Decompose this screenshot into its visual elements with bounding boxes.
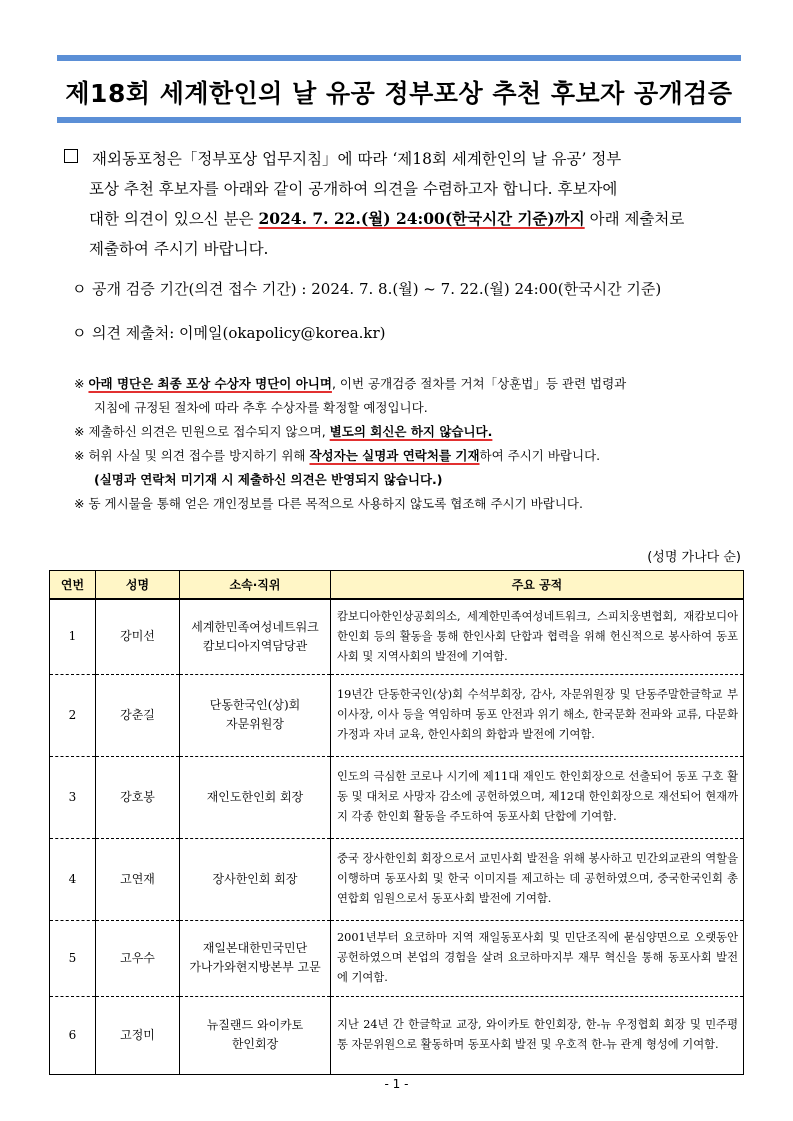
- page-title: 제18회 세계한인의 날 유공 정부포상 추천 후보자 공개검증: [65, 79, 733, 108]
- top-rule: [57, 55, 741, 61]
- table-row: [50, 920, 744, 996]
- table-row: [50, 599, 744, 674]
- row-affiliation: [180, 838, 331, 920]
- row-name: 강호봉: [96, 756, 180, 838]
- note-mark: ※: [74, 376, 85, 391]
- row-name: 고정미: [96, 996, 180, 1074]
- row-merit: 인도의 극심한 코로나 시기에 제11대 재인도 한인회장으로 선출되어 동포 구호 활동 및 대처로 사망자 감소에 공헌하였으며, 제12대 한인회장으로 재선되어 현재까지 각종 한인회 활동을 주도하여 동포사회 단합에 기여함.: [331, 756, 744, 838]
- intro-paragraph: [64, 144, 744, 264]
- row-no: 2: [50, 674, 96, 756]
- row-name: 강춘길: [96, 674, 180, 756]
- candidate-table: [49, 570, 744, 1075]
- table-row: [50, 996, 744, 1074]
- row-merit: 2001년부터 요코하마 지역 재일동포사회 및 민단조직에 묻심양면으로 오랫동안 공헌하였으며 본업의 경험을 살려 요코하마지부 재무 혁신을 통해 동포사회 발전에 기여함.: [331, 920, 744, 996]
- row-no: 6: [50, 996, 96, 1074]
- note-2-text: 제출하신 의견은 민원으로 접수되지 않으며,: [88, 424, 330, 439]
- submit-text: 의견 제출처: 이메일(okapolicy@korea.kr): [92, 324, 386, 342]
- affiliation-line: 장사한인회 회장: [212, 871, 298, 886]
- row-merit: 중국 장사한인회 회장으로서 교민사회 발전을 위해 봉사하고 민간외교관의 역할을 이행하며 동포사회 및 한국 이미지를 제고하는 데 공헌하였으며, 중국한국인회 총연합회 임원으로서 동포사회 발전에 기여함.: [331, 838, 744, 920]
- table-header-row: [50, 571, 744, 600]
- affiliation-line: 캄보디아지역담당관: [202, 638, 308, 653]
- note-3-cont: (실명과 연락처 미기재 시 제출하신 의견은 반영되지 않습니다.): [94, 472, 443, 487]
- note-mark: ※: [74, 424, 85, 439]
- affiliation-line: 세계한민족여성네트워크: [191, 619, 319, 634]
- note-1-emphasis: 아래 명단은 최종 포상 수상자 명단이 아니며: [88, 376, 332, 391]
- header-no: 연번: [50, 571, 96, 600]
- intro-line-4: 제출하여 주시기 바랍니다.: [89, 240, 269, 258]
- row-merit: 지난 24년 간 한글학교 교장, 와이카토 한인회장, 한-뉴 우정협회 회장 및 민주평통 자문위원으로 활동하며 동포사회 발전 및 우호적 한-뉴 관계 형성에 기여함.: [331, 996, 744, 1074]
- row-no: 5: [50, 920, 96, 996]
- bullet-marker: ㅇ: [72, 280, 87, 298]
- row-affiliation: [180, 996, 331, 1074]
- title-rule: [57, 117, 741, 123]
- period-text: 공개 검증 기간(의견 접수 기간) : 2024. 7. 8.(월) ~ 7. 22.(월) 24:00(한국시간 기준): [92, 280, 662, 298]
- notes: [74, 372, 746, 516]
- affiliation-line: 가나가와현지방본부 고문: [189, 960, 321, 974]
- intro-line-2: 포상 추천 후보자를 아래와 같이 공개하여 의견을 수렴하고자 합니다. 후보자에: [89, 180, 618, 198]
- note-2-emphasis: 별도의 회신은 하지 않습니다.: [329, 424, 493, 439]
- note-mark: ※: [74, 496, 85, 511]
- row-no: 4: [50, 838, 96, 920]
- affiliation-line: 자문위원장: [226, 717, 284, 731]
- header-name: 성명: [96, 571, 180, 600]
- row-no: 3: [50, 756, 96, 838]
- intro-line-1: 재외동포청은「정부포상 업무지침」에 따라 ‘제18회 세계한인의 날 유공’ 정부: [92, 150, 622, 168]
- row-merit: 캄보디아한인상공회의소, 세계한민족여성네트워크, 스피치웅변협회, 재캄보디아한인회 등의 활동을 통해 한인사회 단합과 협력을 위해 헌신적으로 봉사하여 동포사회 및 지역사회의 발전에 기여함.: [331, 599, 744, 674]
- header-affiliation: 소속·직위: [180, 571, 331, 600]
- table-row: [50, 674, 744, 756]
- row-name: 고우수: [96, 920, 180, 996]
- note-mark: ※: [74, 448, 85, 463]
- row-merit: 19년간 단동한국인(상)회 수석부회장, 감사, 자문위원장 및 단동주말한글학교 부이사장, 이사 등을 역임하며 동포 안전과 위기 해소, 한국문화 전파와 교류, 다문화가정과 자녀 교육, 한인사회의 화합과 발전에 기여함.: [331, 674, 744, 756]
- row-affiliation: [180, 674, 331, 756]
- sort-order-note: (성명 가나다 순): [647, 550, 741, 565]
- affiliation-line: 재일본대한민국민단: [202, 941, 308, 955]
- note-3-tail: 하여 주시기 바랍니다.: [479, 448, 601, 463]
- deadline-text: 2024. 7. 22.(월) 24:00(한국시간 기준)까지: [258, 209, 585, 228]
- row-affiliation: [180, 920, 331, 996]
- affiliation-line: 단동한국인(상)회: [209, 698, 301, 712]
- note-3-text: 허위 사실 및 의견 접수를 방지하기 위해: [88, 448, 310, 463]
- period-item: [72, 278, 661, 299]
- intro-line-3a: 대한 의견이 있으신 분은: [89, 210, 259, 228]
- affiliation-line: 재인도한인회 회장: [206, 789, 304, 804]
- bullet-marker: ㅇ: [72, 324, 87, 342]
- row-affiliation: [180, 599, 331, 674]
- checkbox-icon: [64, 149, 78, 163]
- header-merit: 주요 공적: [331, 571, 744, 600]
- note-4-text: 동 게시물을 통해 얻은 개인정보를 다른 목적으로 사용하지 않도록 협조해 주시기 바랍니다.: [88, 496, 583, 511]
- row-no: 1: [50, 599, 96, 674]
- page-number: - 1 -: [384, 1077, 409, 1091]
- affiliation-line: 한인회장: [231, 1037, 279, 1051]
- row-affiliation: [180, 756, 331, 838]
- submit-item: [72, 322, 386, 343]
- table-row: [50, 756, 744, 838]
- table-row: [50, 838, 744, 920]
- affiliation-line: 뉴질랜드 와이카토: [206, 1018, 304, 1032]
- note-3-emphasis: 작성자는 실명과 연락처를 기재: [309, 448, 480, 463]
- intro-line-3c: 아래 제출처로: [584, 210, 685, 228]
- note-1-text: , 이번 공개검증 절차를 거쳐「상훈법」등 관련 법령과: [331, 376, 627, 391]
- note-1-cont: 지침에 규정된 절차에 따라 추후 수상자를 확정할 예정입니다.: [94, 400, 428, 415]
- row-name: 강미선: [96, 599, 180, 674]
- row-name: 고연재: [96, 838, 180, 920]
